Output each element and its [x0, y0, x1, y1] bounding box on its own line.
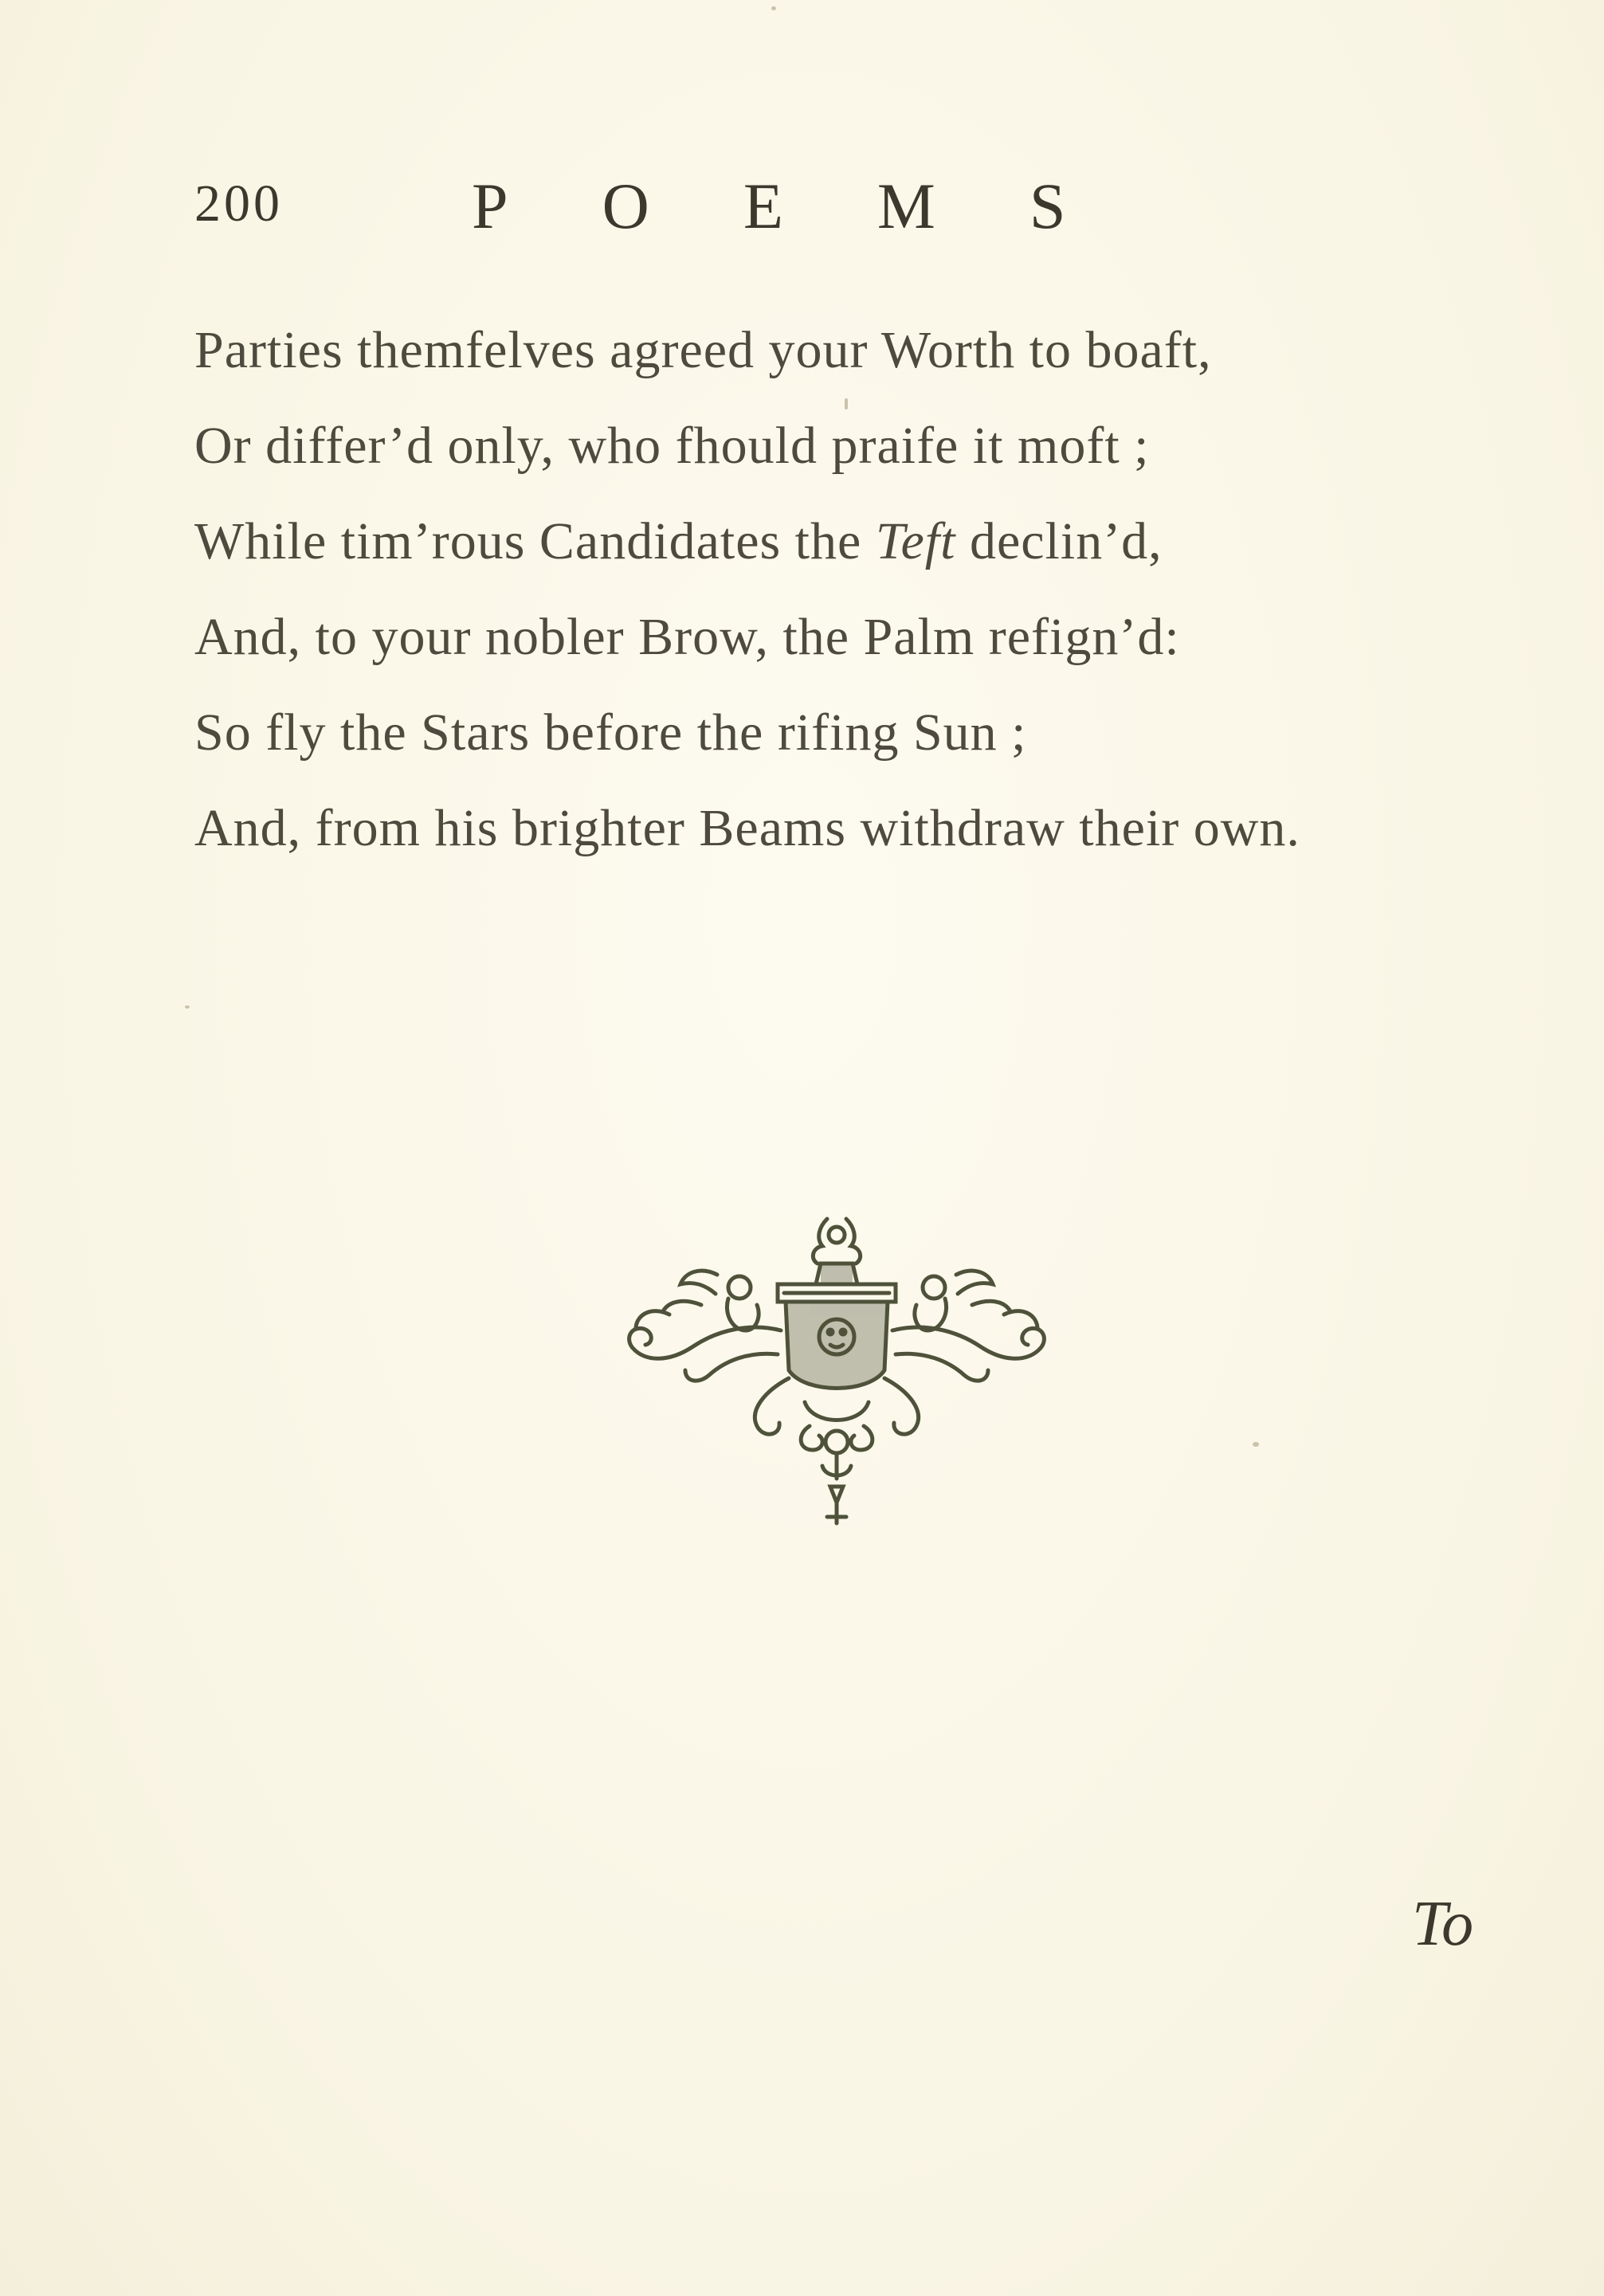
- verse-line: Or differ’d only, who fhould praife it moft ;: [194, 417, 1150, 475]
- page-header: [194, 170, 1230, 253]
- running-title: POEMS: [472, 170, 1160, 242]
- ink-speck: [845, 398, 848, 409]
- ink-speck: [185, 1005, 190, 1009]
- page-number: 200: [194, 174, 283, 233]
- verse-line: And, to your nobler Brow, the Palm refign’d:: [194, 608, 1180, 666]
- verse-line: So fly the Stars before the rifing Sun ;: [194, 703, 1027, 762]
- ink-speck: [771, 6, 776, 10]
- verse-line: While tim’rous Candidates the Teft declin’d,: [194, 512, 1163, 570]
- catchword: To: [1412, 1889, 1474, 1959]
- verse-line: Parties themfelves agreed your Worth to boaft,: [194, 321, 1212, 379]
- ink-speck: [1253, 1442, 1259, 1447]
- printers-ornament-icon: [622, 1211, 1052, 1546]
- verse-block: [194, 303, 1469, 876]
- verse-line: And, from his brighter Beams withdraw their own.: [194, 799, 1300, 857]
- italic-word: Teft: [875, 512, 956, 570]
